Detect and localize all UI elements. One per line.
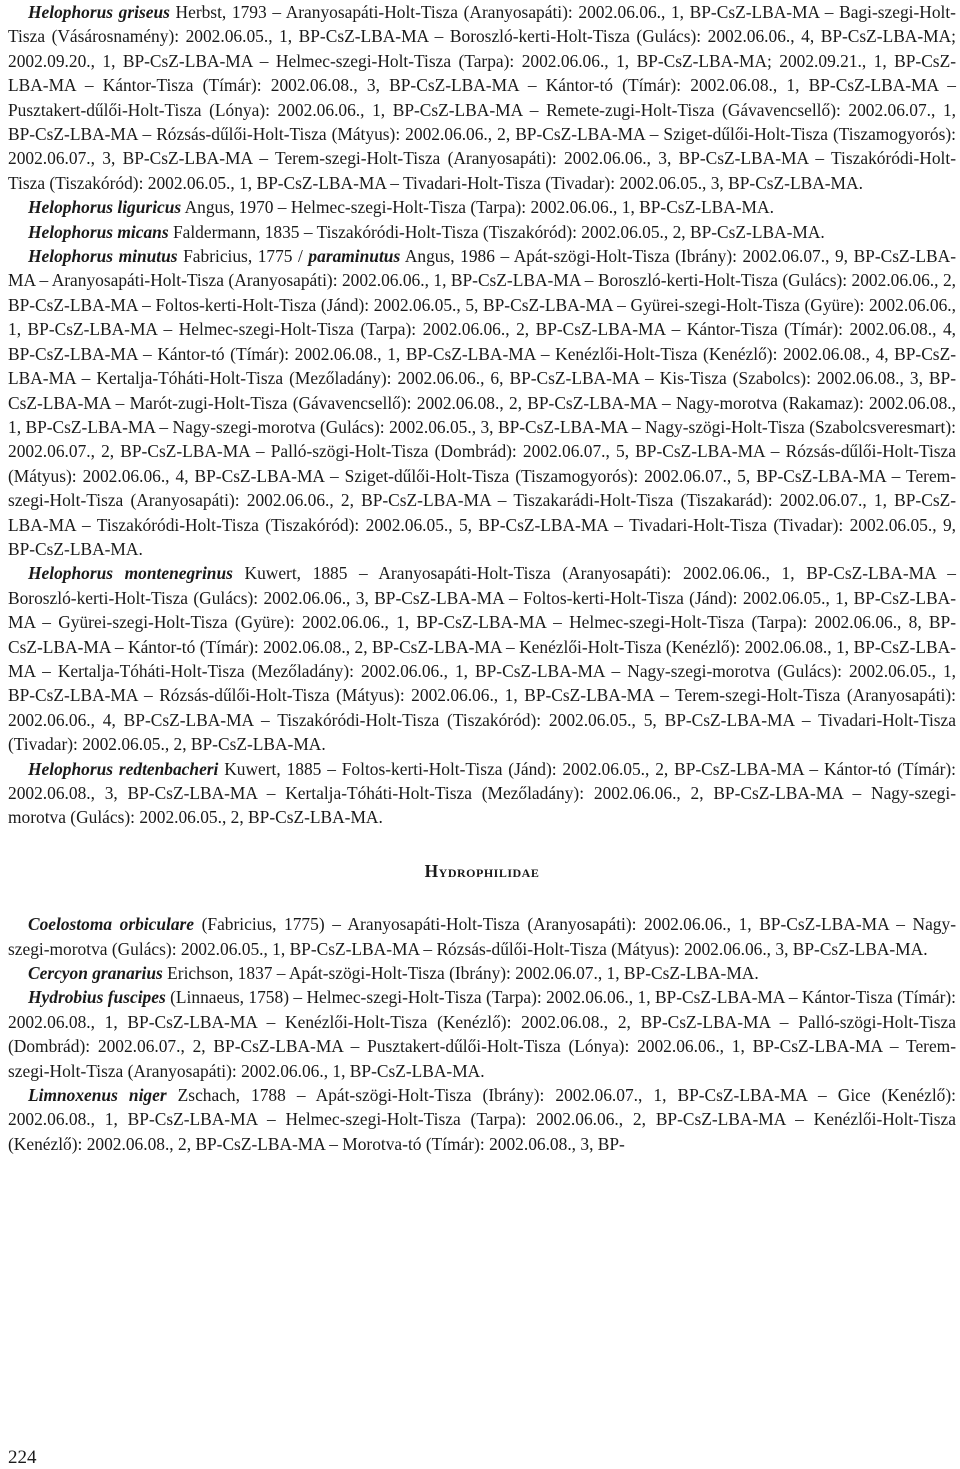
species-name: Hydrobius fuscipes: [28, 987, 166, 1008]
species-name: Helophorus griseus: [28, 2, 170, 22]
species-records: Angus, 1970 – Helmec-szegi-Holt-Tisza (Tarpa): 2002.06.06., 1, BP-CsZ-LBA-MA.: [181, 197, 774, 218]
species-entry-helophorus-micans: [8, 220, 956, 244]
family-heading: Hydrophilidae: [424, 860, 540, 881]
species-entry-helophorus-montenegrinus: [8, 561, 956, 756]
species-name: Helophorus liguricus: [28, 197, 182, 218]
species-entry-limnoxenus-niger: [8, 1083, 956, 1156]
species-entry-helophorus-liguricus: [8, 195, 956, 219]
species-author-separator: Fabricius, 1775 /: [177, 246, 309, 267]
species-name: Helophorus minutus: [28, 246, 178, 267]
page-number: 224: [8, 1447, 37, 1468]
species-name: Cercyon granarius: [28, 963, 163, 984]
species-entry-cercyon-granarius: [8, 961, 956, 985]
species-name: Limnoxenus niger: [28, 1085, 167, 1106]
species-entry-helophorus-minutus: [8, 244, 956, 561]
species-entry-coelostoma-orbiculare: [8, 912, 956, 961]
species-records: Kuwert, 1885 – Aranyosapáti-Holt-Tisza (Aranyosapáti): 2002.06.06., 1, BP-CsZ-LBA-MA – Boroszló-kerti-Holt-Tisza (Gulács): 2002.06.06., 3, BP-CsZ-LBA-MA – Foltos-kerti-Holt-Tisza (Jánd): 2002.06.05., 1, BP-CsZ-LBA-MA – Gyürei-szegi-Holt-Tisza (Gyüre): 2002.06.06., 1, BP-CsZ-LBA-MA – Helmec-szegi-Holt-Tisza (Tarpa): 2002.06.06., 8, BP-CsZ-LBA-MA – Kántor-tó (Tímár): 2002.06.08., 2, BP-CsZ-LBA-MA – Kenézlői-Holt-Tisza (Kenézlő): 2002.06.08., 1, BP-CsZ-LBA-MA – Kertalja-Tóháti-Holt-Tisza (Mezőladány): 2002.06.06., 1, BP-CsZ-LBA-MA – Nagy-szegi-morotva (Gulács): 2002.06.05., 1, BP-CsZ-LBA-MA – Rózsás-dűlői-Holt-Tisza (Mátyus): 2002.06.06., 1, BP-CsZ-LBA-MA – Terem-szegi-Holt-Tisza (Aranyosapáti): 2002.06.06., 4, BP-CsZ-LBA-MA – Tiszakóródi-Holt-Tisza (Tiszakóród): 2002.06.05., 5, BP-CsZ-LBA-MA – Tivadari-Holt-Tisza (Tivadar): 2002.06.05., 2, BP-CsZ-LBA-MA.: [8, 563, 957, 755]
species-entry-helophorus-redtenbacheri: [8, 757, 956, 830]
species-name: Helophorus micans: [28, 221, 169, 242]
species-name-alt: paraminutus: [308, 246, 401, 267]
species-records: Zschach, 1788 – Apát-szögi-Holt-Tisza (Ibrány): 2002.06.07., 1, BP-CsZ-LBA-MA – Gice (Kenézlő): 2002.06.08., 1, BP-CsZ-LBA-MA – Helmec-szegi-Holt-Tisza (Tarpa): 2002.06.06., 2, BP-CsZ-LBA-MA – Kenézlői-Holt-Tisza (Kenézlő): 2002.06.08., 2, BP-CsZ-LBA-MA – Morotva-tó (Tímár): 2002.06.08., 3, BP-: [8, 1085, 956, 1154]
species-entry-helophorus-griseus: [8, 0, 956, 195]
species-name: Helophorus montenegrinus: [28, 563, 233, 584]
species-entry-hydrobius-fuscipes: [8, 985, 956, 1083]
species-records: Herbst, 1793 – Aranyosapáti-Holt-Tisza (Aranyosapáti): 2002.06.06., 1, BP-CsZ-LBA-MA – Bagi-szegi-Holt-Tisza (Vásárosnamény): 2002.06.05., 1, BP-CsZ-LBA-MA – Boroszló-kerti-Holt-Tisza (Gulács): 2002.06.06., 4, BP-CsZ-LBA-MA; 2002.09.20., 1, BP-CsZ-LBA-MA – Helmec-szegi-Holt-Tisza (Tarpa): 2002.06.06., 1, BP-CsZ-LBA-MA; 2002.09.21., 1, BP-CsZ-LBA-MA – Kántor-Tisza (Tímár): 2002.06.08., 3, BP-CsZ-LBA-MA – Kántor-tó (Tímár): 2002.06.08., 1, BP-CsZ-LBA-MA – Pusztakert-dűlői-Holt-Tisza (Lónya): 2002.06.06., 1, BP-CsZ-LBA-MA – Remete-zugi-Holt-Tisza (Gávavencsellő): 2002.06.07., 1, BP-CsZ-LBA-MA – Rózsás-dűlői-Holt-Tisza (Mátyus): 2002.06.06., 2, BP-CsZ-LBA-MA – Sziget-dűlői-Holt-Tisza (Tiszamogyorós): 2002.06.07., 3, BP-CsZ-LBA-MA – Terem-szegi-Holt-Tisza (Aranyosapáti): 2002.06.06., 3, BP-CsZ-LBA-MA – Tiszakóródi-Holt-Tisza (Tiszakóród): 2002.06.05., 1, BP-CsZ-LBA-MA – Tivadari-Holt-Tisza (Tivadar): 2002.06.05., 3, BP-CsZ-LBA-MA.: [8, 2, 956, 193]
document-body: [8, 0, 956, 1156]
species-records: (Linnaeus, 1758) – Helmec-szegi-Holt-Tisza (Tarpa): 2002.06.06., 1, BP-CsZ-LBA-MA – Kántor-Tisza (Tímár): 2002.06.08., 1, BP-CsZ-LBA-MA – Kenézlői-Holt-Tisza (Kenézlő): 2002.06.08., 2, BP-CsZ-LBA-MA – Palló-szögi-Holt-Tisza (Dombrád): 2002.06.07., 2, BP-CsZ-LBA-MA – Pusztakert-dűlői-Holt-Tisza (Lónya): 2002.06.06., 1, BP-CsZ-LBA-MA – Terem-szegi-Holt-Tisza (Aranyosapáti): 2002.06.06., 1, BP-CsZ-LBA-MA.: [8, 987, 956, 1081]
species-records: (Fabricius, 1775) – Aranyosapáti-Holt-Tisza (Aranyosapáti): 2002.06.06., 1, BP-CsZ-LBA-MA – Nagy-szegi-morotva (Gulács): 2002.06.05., 1, BP-CsZ-LBA-MA – Rózsás-dűlői-Holt-Tisza (Mátyus): 2002.06.06., 3, BP-CsZ-LBA-MA.: [8, 914, 956, 959]
species-name: Helophorus redtenbacheri: [28, 758, 219, 779]
species-records: Faldermann, 1835 – Tiszakóródi-Holt-Tisza (Tiszakóród): 2002.06.05., 2, BP-CsZ-LBA-MA.: [168, 221, 825, 242]
species-name: Coelostoma orbiculare: [28, 914, 195, 935]
species-records: Angus, 1986 – Apát-szögi-Holt-Tisza (Ibrány): 2002.06.07., 9, BP-CsZ-LBA-MA – Aranyosapáti-Holt-Tisza (Aranyosapáti): 2002.06.06., 1, BP-CsZ-LBA-MA – Boroszló-kerti-Holt-Tisza (Gulács): 2002.06.06., 2, BP-CsZ-LBA-MA – Foltos-kerti-Holt-Tisza (Jánd): 2002.06.05., 5, BP-CsZ-LBA-MA – Gyürei-szegi-Holt-Tisza (Gyüre): 2002.06.06., 1, BP-CsZ-LBA-MA – Helmec-szegi-Holt-Tisza (Tarpa): 2002.06.06., 2, BP-CsZ-LBA-MA – Kántor-Tisza (Tímár): 2002.06.08., 4, BP-CsZ-LBA-MA – Kántor-tó (Tímár): 2002.06.08., 1, BP-CsZ-LBA-MA – Kenézlői-Holt-Tisza (Kenézlő): 2002.06.08., 4, BP-CsZ-LBA-MA – Kertalja-Tóháti-Holt-Tisza (Mezőladány): 2002.06.06., 6, BP-CsZ-LBA-MA – Kis-Tisza (Szabolcs): 2002.06.08., 3, BP-CsZ-LBA-MA – Marót-zugi-Holt-Tisza (Gávavencsellő): 2002.06.08., 2, BP-CsZ-LBA-MA – Nagy-morotva (Rakamaz): 2002.06.08., 1, BP-CsZ-LBA-MA – Nagy-szegi-morotva (Gulács): 2002.06.05., 3, BP-CsZ-LBA-MA – Nagy-szögi-Holt-Tisza (Szabolcsveresmart): 2002.06.07., 2, BP-CsZ-LBA-MA – Palló-szögi-Holt-Tisza (Dombrád): 2002.06.07., 5, BP-CsZ-LBA-MA – Rózsás-dűlői-Holt-Tisza (Mátyus): 2002.06.06., 4, BP-CsZ-LBA-MA – Sziget-dűlői-Holt-Tisza (Tiszamogyorós): 2002.06.07., 5, BP-CsZ-LBA-MA – Terem-szegi-Holt-Tisza (Aranyosapáti): 2002.06.06., 2, BP-CsZ-LBA-MA – Tiszakarádi-Holt-Tisza (Tiszakarád): 2002.06.07., 1, BP-CsZ-LBA-MA – Tiszakóródi-Holt-Tisza (Tiszakóród): 2002.06.05., 5, BP-CsZ-LBA-MA – Tivadari-Holt-Tisza (Tivadar): 2002.06.05., 9, BP-CsZ-LBA-MA.: [8, 246, 956, 559]
species-records: Erichson, 1837 – Apát-szögi-Holt-Tisza (Ibrány): 2002.06.07., 1, BP-CsZ-LBA-MA.: [162, 963, 759, 984]
species-records: Kuwert, 1885 – Foltos-kerti-Holt-Tisza (Jánd): 2002.06.05., 2, BP-CsZ-LBA-MA – Kántor-tó (Tímár): 2002.06.08., 3, BP-CsZ-LBA-MA – Kertalja-Tóháti-Holt-Tisza (Mezőladány): 2002.06.06., 2, BP-CsZ-LBA-MA – Nagy-szegi-morotva (Gulács): 2002.06.05., 2, BP-CsZ-LBA-MA.: [8, 758, 956, 828]
